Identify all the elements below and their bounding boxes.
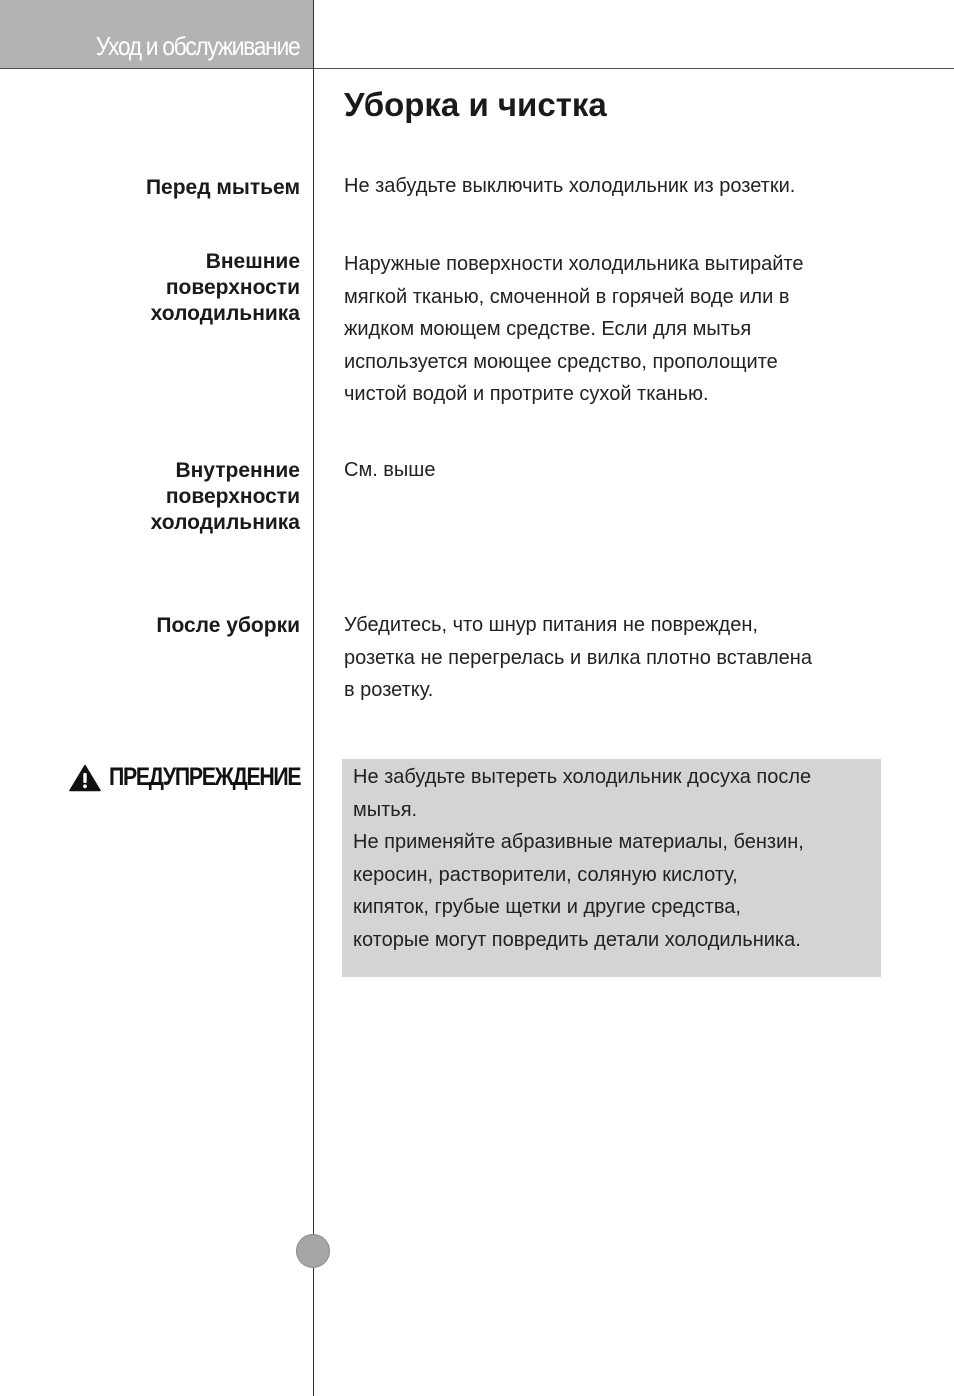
text-after-cleaning: Убедитесь, что шнур питания не поврежден, розетка не перегрелась и вилка плотно вставлена в розетку. bbox=[344, 614, 812, 701]
label-interior-surfaces: Внутренние поверхности холодильника bbox=[150, 459, 300, 534]
label-before-washing: Перед мытьем bbox=[145, 176, 300, 199]
warning-box bbox=[342, 759, 881, 977]
warning-text: Не забудьте вытереть холодильник досуха после мытья. Не применяйте абразивные материалы, бензин, керосин, растворители, соляную кислоту, кипяток, грубые щетки и другие средства, которые могут повредить детали холодильника. bbox=[353, 766, 812, 951]
warning-triangle-icon bbox=[69, 764, 101, 792]
page-marker bbox=[296, 1234, 330, 1268]
page-title: Уборка и чистка bbox=[344, 86, 607, 123]
column-divider bbox=[313, 0, 314, 1396]
section-header-title: Уход и обслуживание bbox=[95, 31, 299, 61]
text-interior-surfaces: См. выше bbox=[344, 459, 436, 481]
warning-label: ПРЕДУПРЕЖДЕНИЕ bbox=[108, 763, 301, 791]
label-exterior-surfaces: Внешние поверхности холодильника bbox=[150, 250, 300, 325]
text-before-washing: Не забудьте выключить холодильник из розетки. bbox=[344, 175, 796, 197]
warning-heading bbox=[69, 763, 300, 792]
header-divider bbox=[0, 68, 954, 69]
text-exterior-surfaces: Наружные поверхности холодильника вытирайте мягкой тканью, смоченной в горячей воде или в жидком моющем средстве. Если для мытья используется моющее средство, прополощите чистой водой и протрите сухой тканью. bbox=[344, 253, 804, 405]
section-header-tab bbox=[0, 0, 313, 68]
label-after-cleaning: После уборки bbox=[156, 614, 300, 637]
